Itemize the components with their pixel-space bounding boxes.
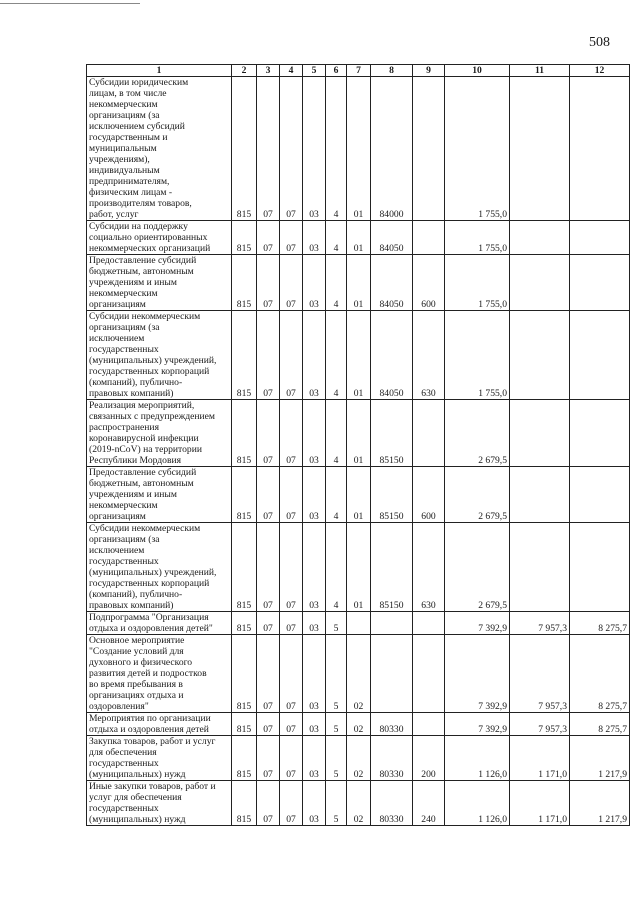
code-gr: 815 <box>232 781 257 826</box>
amount-2021: 2 679,5 <box>445 523 510 612</box>
header-row <box>87 65 630 77</box>
amount-2023 <box>570 221 630 255</box>
amount-2023: 1 217,9 <box>570 736 630 781</box>
amount-2022 <box>510 255 570 311</box>
code-om: 01 <box>347 221 371 255</box>
code-pr: 07 <box>280 221 303 255</box>
amount-2022: 7 957,3 <box>510 635 570 713</box>
code-direction: 85150 <box>371 467 413 523</box>
code-om: 01 <box>347 311 371 400</box>
code-gp: 03 <box>303 523 326 612</box>
row-name: Мероприятия по организации отдыха и оздоровления детей <box>87 713 232 736</box>
code-vr: 600 <box>413 255 445 311</box>
code-direction: 84000 <box>371 77 413 221</box>
row-name: Основное мероприятие "Создание условий для духовного и физического развития детей и подростков во время пребывания в организациях отдыха и оздоровления" <box>87 635 232 713</box>
code-gr: 815 <box>232 612 257 635</box>
code-om: 01 <box>347 400 371 467</box>
amount-2021: 1 755,0 <box>445 255 510 311</box>
amount-2021: 7 392,9 <box>445 635 510 713</box>
column-header: 5 <box>303 65 326 77</box>
row-name: Субсидии некоммерческим организациям (за исключением государственных (муниципальных) учреждений, государственных корпораций (компаний), публично- правовых компаний) <box>87 523 232 612</box>
code-pp: 5 <box>326 612 347 635</box>
code-gp: 03 <box>303 635 326 713</box>
column-header: 4 <box>280 65 303 77</box>
amount-2021: 1 755,0 <box>445 221 510 255</box>
table-row <box>87 612 630 635</box>
code-rz: 07 <box>257 400 280 467</box>
amount-2023 <box>570 400 630 467</box>
table-row <box>87 781 630 826</box>
code-vr <box>413 713 445 736</box>
code-vr <box>413 400 445 467</box>
amount-2023 <box>570 523 630 612</box>
code-direction: 85150 <box>371 523 413 612</box>
row-name: Закупка товаров, работ и услуг для обеспечения государственных (муниципальных) нужд <box>87 736 232 781</box>
code-pp: 4 <box>326 77 347 221</box>
table-row <box>87 736 630 781</box>
table-row <box>87 221 630 255</box>
code-direction: 84050 <box>371 221 413 255</box>
row-name: Субсидии некоммерческим организациям (за исключением государственных (муниципальных) учреждений, государственных корпораций (компаний), публично- правовых компаний) <box>87 311 232 400</box>
code-pp: 4 <box>326 311 347 400</box>
amount-2023 <box>570 311 630 400</box>
table-row <box>87 523 630 612</box>
code-gr: 815 <box>232 311 257 400</box>
column-header: 11 <box>510 65 570 77</box>
code-om: 01 <box>347 467 371 523</box>
code-om: 02 <box>347 736 371 781</box>
row-name: Субсидии юридическим лицам, в том числе некоммерческим организациям (за исключением субсидий государственным и муниципальным учреждениям), индивидуальным предпринимателям, физическим лицам - производителям товаров, работ, услуг <box>87 77 232 221</box>
code-rz: 07 <box>257 255 280 311</box>
code-gp: 03 <box>303 713 326 736</box>
code-gr: 815 <box>232 255 257 311</box>
table-row <box>87 635 630 713</box>
code-direction: 80330 <box>371 781 413 826</box>
code-rz: 07 <box>257 736 280 781</box>
code-pr: 07 <box>280 400 303 467</box>
code-vr: 630 <box>413 311 445 400</box>
code-gp: 03 <box>303 736 326 781</box>
code-pr: 07 <box>280 311 303 400</box>
column-header: 3 <box>257 65 280 77</box>
row-name: Предоставление субсидий бюджетным, автономным учреждениям и иным некоммерческим организациям <box>87 467 232 523</box>
code-vr: 630 <box>413 523 445 612</box>
amount-2021: 7 392,9 <box>445 612 510 635</box>
code-pr: 07 <box>280 713 303 736</box>
amount-2023: 1 217,9 <box>570 781 630 826</box>
amount-2022: 7 957,3 <box>510 713 570 736</box>
amount-2022 <box>510 467 570 523</box>
amount-2021: 2 679,5 <box>445 467 510 523</box>
amount-2022: 7 957,3 <box>510 612 570 635</box>
code-rz: 07 <box>257 635 280 713</box>
code-pr: 07 <box>280 635 303 713</box>
row-name: Реализация мероприятий, связанных с предупреждением распространения коронавирусной инфекции (2019-nCoV) на территории Республики Мордовия <box>87 400 232 467</box>
code-rz: 07 <box>257 713 280 736</box>
code-pr: 07 <box>280 612 303 635</box>
code-direction <box>371 635 413 713</box>
code-om: 01 <box>347 523 371 612</box>
code-direction: 84050 <box>371 311 413 400</box>
table-row <box>87 255 630 311</box>
code-pr: 07 <box>280 255 303 311</box>
amount-2023 <box>570 255 630 311</box>
code-om: 02 <box>347 635 371 713</box>
amount-2023: 8 275,7 <box>570 612 630 635</box>
column-header: 10 <box>445 65 510 77</box>
budget-table <box>86 64 630 826</box>
page-number: 508 <box>589 35 610 50</box>
code-gr: 815 <box>232 77 257 221</box>
code-gp: 03 <box>303 781 326 826</box>
amount-2021: 7 392,9 <box>445 713 510 736</box>
code-pp: 4 <box>326 255 347 311</box>
table-body <box>87 77 630 826</box>
code-gr: 815 <box>232 635 257 713</box>
column-header: 2 <box>232 65 257 77</box>
code-gp: 03 <box>303 255 326 311</box>
amount-2023 <box>570 467 630 523</box>
column-header: 1 <box>87 65 232 77</box>
table-row <box>87 77 630 221</box>
amount-2022 <box>510 400 570 467</box>
code-direction: 80330 <box>371 736 413 781</box>
column-header: 9 <box>413 65 445 77</box>
code-pp: 5 <box>326 781 347 826</box>
amount-2021: 1 126,0 <box>445 736 510 781</box>
code-direction: 80330 <box>371 713 413 736</box>
code-rz: 07 <box>257 221 280 255</box>
code-om: 01 <box>347 77 371 221</box>
code-direction: 85150 <box>371 400 413 467</box>
amount-2022: 1 171,0 <box>510 736 570 781</box>
row-name: Подпрограмма "Организация отдыха и оздоровления детей" <box>87 612 232 635</box>
column-header: 7 <box>347 65 371 77</box>
code-gp: 03 <box>303 221 326 255</box>
code-pr: 07 <box>280 467 303 523</box>
code-om: 01 <box>347 255 371 311</box>
code-gr: 815 <box>232 467 257 523</box>
code-gp: 03 <box>303 612 326 635</box>
code-rz: 07 <box>257 523 280 612</box>
amount-2022 <box>510 77 570 221</box>
code-direction <box>371 612 413 635</box>
amount-2022: 1 171,0 <box>510 781 570 826</box>
amount-2022 <box>510 523 570 612</box>
code-rz: 07 <box>257 612 280 635</box>
column-header: 12 <box>570 65 630 77</box>
code-gr: 815 <box>232 713 257 736</box>
code-pr: 07 <box>280 523 303 612</box>
row-name: Иные закупки товаров, работ и услуг для обеспечения государственных (муниципальных) нужд <box>87 781 232 826</box>
code-gp: 03 <box>303 311 326 400</box>
amount-2023 <box>570 77 630 221</box>
code-vr <box>413 221 445 255</box>
top-rule <box>0 3 140 4</box>
code-pp: 5 <box>326 736 347 781</box>
code-pp: 5 <box>326 635 347 713</box>
code-om: 02 <box>347 713 371 736</box>
code-gp: 03 <box>303 400 326 467</box>
column-header: 6 <box>326 65 347 77</box>
table-row <box>87 311 630 400</box>
code-pr: 07 <box>280 77 303 221</box>
amount-2022 <box>510 311 570 400</box>
code-pp: 4 <box>326 467 347 523</box>
code-vr <box>413 635 445 713</box>
column-header: 8 <box>371 65 413 77</box>
code-direction: 84050 <box>371 255 413 311</box>
code-pp: 5 <box>326 713 347 736</box>
code-om <box>347 612 371 635</box>
amount-2022 <box>510 221 570 255</box>
table-row <box>87 713 630 736</box>
code-pp: 4 <box>326 400 347 467</box>
code-vr <box>413 77 445 221</box>
amount-2021: 2 679,5 <box>445 400 510 467</box>
code-rz: 07 <box>257 311 280 400</box>
code-om: 02 <box>347 781 371 826</box>
code-vr: 600 <box>413 467 445 523</box>
code-gp: 03 <box>303 467 326 523</box>
code-vr <box>413 612 445 635</box>
code-gr: 815 <box>232 221 257 255</box>
code-gr: 815 <box>232 523 257 612</box>
table-row <box>87 467 630 523</box>
code-vr: 240 <box>413 781 445 826</box>
amount-2023: 8 275,7 <box>570 713 630 736</box>
code-gp: 03 <box>303 77 326 221</box>
amount-2021: 1 755,0 <box>445 311 510 400</box>
code-gr: 815 <box>232 400 257 467</box>
code-gr: 815 <box>232 736 257 781</box>
row-name: Субсидии на поддержку социально ориентированных некоммерческих организаций <box>87 221 232 255</box>
code-pr: 07 <box>280 781 303 826</box>
code-rz: 07 <box>257 77 280 221</box>
code-pp: 4 <box>326 221 347 255</box>
code-vr: 200 <box>413 736 445 781</box>
code-pr: 07 <box>280 736 303 781</box>
code-rz: 07 <box>257 781 280 826</box>
amount-2021: 1 126,0 <box>445 781 510 826</box>
code-pp: 4 <box>326 523 347 612</box>
code-rz: 07 <box>257 467 280 523</box>
amount-2023: 8 275,7 <box>570 635 630 713</box>
table-row <box>87 400 630 467</box>
row-name: Предоставление субсидий бюджетным, автономным учреждениям и иным некоммерческим организациям <box>87 255 232 311</box>
amount-2021: 1 755,0 <box>445 77 510 221</box>
